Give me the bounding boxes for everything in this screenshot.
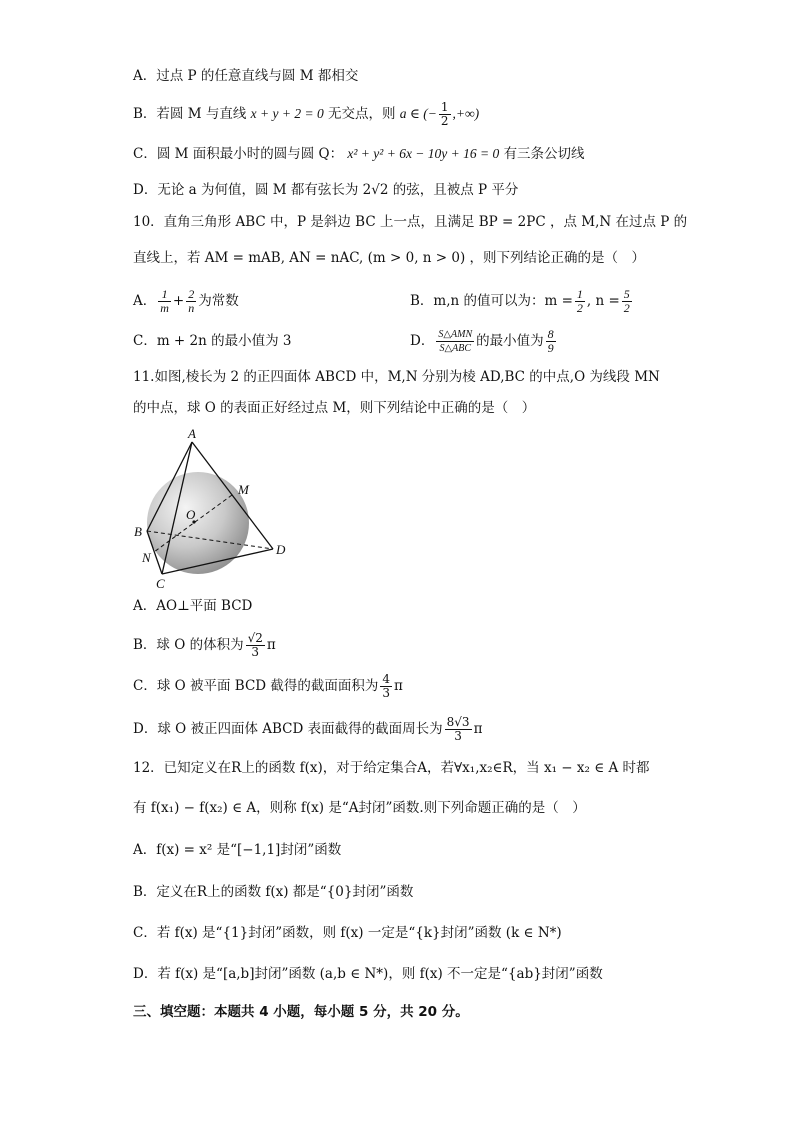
label-m: M bbox=[238, 482, 249, 497]
q10-option-c: C．m + 2n 的最小值为 3 bbox=[133, 333, 292, 349]
q11-d-frac-den: 3 bbox=[454, 729, 462, 743]
q11-option-a: A．AO⊥平面 BCD bbox=[133, 598, 253, 614]
q9-b-set-suffix: ,+∞) bbox=[452, 106, 480, 121]
q10-d-ratio bbox=[436, 328, 474, 355]
q10-d-prefix: D． bbox=[410, 333, 435, 349]
section-heading-fill-in: 三、填空题：本题共 4 小题，每小题 5 分，共 20 分。 bbox=[133, 1004, 469, 1020]
q9-c-prefix: C．圆 M 面积最小时的圆与圆 Q： bbox=[133, 146, 344, 162]
q11-d-prefix: D．球 O 被正四面体 ABCD 表面截得的截面周长为 bbox=[133, 721, 443, 737]
q12-stem-line2: 有 f(x₁) − f(x₂) ∈ A，则称 f(x) 是“A封闭”函数.则下列命题正确的是（ ） bbox=[133, 800, 586, 816]
q11-option-c bbox=[133, 673, 403, 700]
q10-option-d bbox=[410, 328, 558, 355]
q11-d-fraction bbox=[445, 716, 472, 743]
q10-b-frac1-den: 2 bbox=[576, 301, 583, 315]
q11-b-frac-den: 3 bbox=[251, 645, 260, 659]
q11-b-prefix: B．球 O 的体积为 bbox=[133, 637, 244, 653]
q11-c-prefix: C．球 O 被平面 BCD 截得的截面面积为 bbox=[133, 678, 379, 694]
q10-b-frac1-num: 1 bbox=[576, 287, 583, 301]
q11-c-fraction bbox=[380, 673, 392, 700]
label-n: N bbox=[142, 550, 151, 565]
q11-d-frac-num: 8√3 bbox=[446, 715, 470, 729]
sphere-o bbox=[147, 472, 249, 574]
q10-a-frac2 bbox=[186, 288, 196, 315]
q10-a-prefix: A． bbox=[133, 293, 157, 309]
q10-option-a bbox=[133, 288, 239, 315]
q10-option-b bbox=[410, 288, 634, 315]
q12-option-d: D．若 f(x) 是“[a,b]封闭”函数 (a,b ∈ N*)，则 f(x) 不一定是“{ab}封闭”函数 bbox=[133, 966, 603, 982]
q11-option-b bbox=[133, 632, 276, 659]
q10-a-suffix: 为常数 bbox=[198, 293, 239, 309]
q11-b-suffix: π bbox=[266, 637, 276, 653]
q10-stem-line2: 直线上，若 AM = mAB, AN = nAC, (m > 0, n > 0) ，则下列结论正确的是（ ） bbox=[133, 250, 646, 266]
q10-d-ratio-num: S△AMN bbox=[438, 329, 473, 340]
q12-option-b: B．定义在R上的函数 f(x) 都是“{0}封闭”函数 bbox=[133, 884, 414, 900]
q9-b-frac-den: 2 bbox=[440, 114, 449, 128]
q12-stem-line1: 12．已知定义在R上的函数 f(x)，对于给定集合A，若∀x₁,x₂∈R，当 x₁ − x₂ ∈ A 时都 bbox=[133, 760, 650, 776]
q9-c-suffix: 有三条公切线 bbox=[503, 146, 585, 162]
q9-b-set-prefix: a ∈ (− bbox=[399, 106, 437, 121]
q10-d-mid: 的最小值为 bbox=[476, 333, 544, 349]
q9-b-frac-num: 1 bbox=[440, 100, 449, 114]
q10-b-mid: , n = bbox=[586, 293, 620, 309]
label-b: B bbox=[134, 524, 142, 539]
q10-a-plus: + bbox=[172, 293, 185, 309]
q10-b-prefix: B．m,n 的值可以为：m = bbox=[410, 293, 573, 309]
q10-d-value-num: 8 bbox=[547, 327, 554, 341]
q10-b-frac2 bbox=[622, 288, 632, 315]
label-d: D bbox=[276, 542, 286, 557]
q10-a-frac1-den: m bbox=[160, 301, 169, 315]
q9-b-mid: 无交点，则 bbox=[328, 106, 396, 122]
q10-a-frac2-den: n bbox=[188, 301, 195, 315]
q10-d-value bbox=[546, 328, 556, 355]
q11-b-fraction bbox=[246, 632, 265, 659]
q9-option-b bbox=[133, 101, 479, 128]
q10-a-frac2-num: 2 bbox=[188, 287, 195, 301]
q10-d-value-den: 9 bbox=[547, 341, 554, 355]
label-c: C bbox=[156, 576, 165, 591]
q9-b-equation: x + y + 2 = 0 bbox=[250, 106, 324, 121]
q9-c-equation: x² + y² + 6x − 10y + 16 = 0 bbox=[347, 146, 500, 161]
q11-stem-line2: 的中点，球 O 的表面正好经过点 M，则下列结论中正确的是（ ） bbox=[133, 400, 536, 416]
q12-option-a: A．f(x) = x² 是“[−1,1]封闭”函数 bbox=[133, 842, 342, 858]
label-a: A bbox=[188, 426, 196, 441]
q10-stem-line1: 10．直角三角形 ABC 中，P 是斜边 BC 上一点，且满足 BP = 2PC ，点 M,N 在过点 P 的 bbox=[133, 214, 688, 230]
q10-b-frac2-num: 5 bbox=[623, 287, 630, 301]
q10-a-frac1 bbox=[158, 288, 171, 315]
q10-a-frac1-num: 1 bbox=[158, 288, 171, 302]
q11-c-suffix: π bbox=[394, 678, 403, 694]
label-o: O bbox=[186, 507, 196, 522]
q10-b-frac1 bbox=[575, 288, 585, 315]
q9-option-a: A．过点 P 的任意直线与圆 M 都相交 bbox=[133, 68, 359, 84]
q10-d-ratio-den: S△ABC bbox=[439, 343, 472, 354]
q12-option-c: C．若 f(x) 是“{1}封闭”函数，则 f(x) 一定是“{k}封闭”函数 (k ∈ N*) bbox=[133, 925, 562, 941]
q9-b-fraction bbox=[439, 101, 451, 128]
q9-option-c bbox=[133, 144, 585, 164]
q11-option-d bbox=[133, 716, 482, 743]
q11-b-frac-num: √2 bbox=[247, 631, 263, 645]
q11-d-suffix: π bbox=[473, 721, 483, 737]
q9-b-prefix: B．若圆 M 与直线 bbox=[133, 106, 247, 122]
tetrahedron-sphere-figure bbox=[128, 422, 298, 592]
q11-c-frac-den: 3 bbox=[382, 686, 391, 700]
q11-stem-line1: 11.如图,棱长为 2 的正四面体 ABCD 中，M,N 分别为棱 AD,BC 的中点,O 为线段 MN bbox=[133, 369, 660, 385]
q9-option-d: D．无论 a 为何值，圆 M 都有弦长为 2√2 的弦，且被点 P 平分 bbox=[133, 182, 519, 198]
q11-c-frac-num: 4 bbox=[382, 672, 391, 686]
q10-b-frac2-den: 2 bbox=[623, 301, 630, 315]
